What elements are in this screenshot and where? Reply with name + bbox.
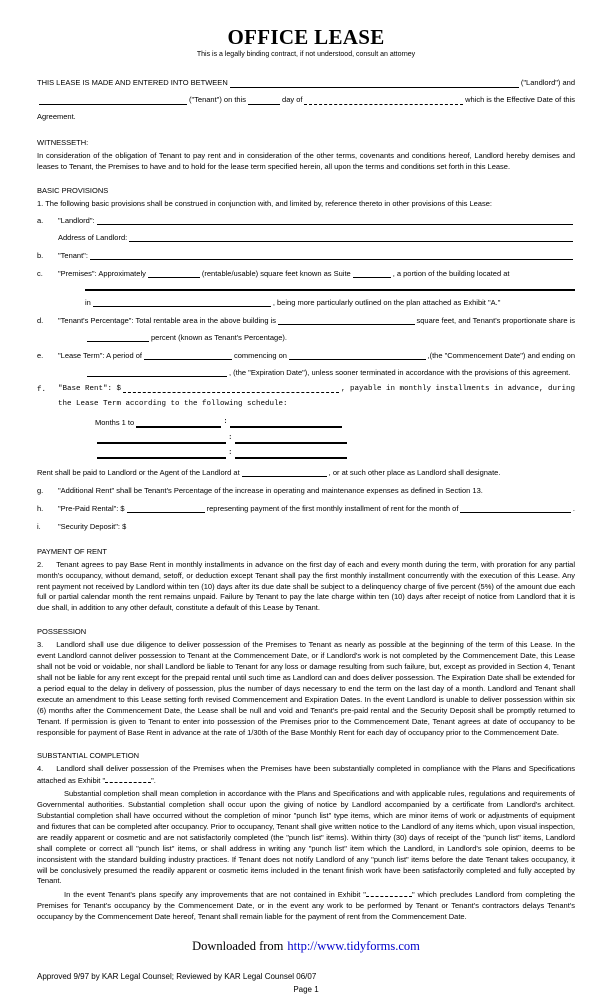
payment-of-rent-heading: PAYMENT OF RENT xyxy=(37,546,108,556)
period-blank xyxy=(144,359,232,360)
intro-line-3 xyxy=(37,108,575,125)
item-g-additional-rent xyxy=(37,483,575,498)
base-rent-label: "Base Rent": $ xyxy=(58,385,122,394)
page-number: Page 1 xyxy=(293,985,319,995)
building-address-blank-rule xyxy=(85,289,575,292)
landlord-blank xyxy=(97,224,573,225)
substantial-text: ". xyxy=(151,776,156,786)
tenant-tag-text: ("Tenant") on this xyxy=(189,95,247,104)
page-title: OFFICE LEASE xyxy=(227,25,385,49)
item-i-body xyxy=(58,519,575,534)
intro-paragraph xyxy=(37,74,575,125)
security-deposit-row xyxy=(58,519,575,534)
item-g-body xyxy=(58,483,575,498)
witnesseth-body: In consideration of the obligation of Tenant to pay rent and in consideration of the other terms, covenants and conditions hereof, Landlord hereby demises and leases to Tenant, the Premises to have and to hold for the lease term specified herein, all upon the terms and conditions set forth in this Lease. xyxy=(37,151,575,171)
intro-line-1 xyxy=(37,74,575,91)
substantial-completion-p2: Substantial completion shall mean completion in accordance with the Plans and Specifications and with applicable rules, regulations and requirements of Governmental authorities. Substantial completion shall occur upon the giving of notice by Landlord accompanied by a certificate from Landlord's architect. Substantial completion shall have occurred without the completion of minor "punch list" type items, which are minor items of work or adjustments of equipment and fixtures that can be completed after occupancy. Prior to occupancy, Tenant shall give written notice to the Landlord of any items which, upon visual inspection, are readily apparent or cosmetic and are not satisfactorily completed (the "punch list" items). Within thirty (30) days of receipt of the "punch list" items, Landlord shall complete or correct all "punch list" items, or shall address in writing any "punch list" item which the Landlord, in Landlord's sole opinion, deems to be inconsistent with the standard building industry practices. If Tenant does not notify Landlord of any "punch list" items before the date Tenant takes occupancy, it will be conclusively presumed the readily apparent or cosmetic items included in the tenant finish work have been satisfactorily completed and fully accepted by Tenant. xyxy=(37,789,575,886)
schedule-row-2 xyxy=(95,431,575,447)
prepaid-rental-text: . xyxy=(572,503,575,513)
page-subtitle: This is a legally binding contract, if not understood, consult an attorney xyxy=(196,51,416,58)
percentage-label: "Tenant's Percentage": Total rentable area in the above building is xyxy=(58,316,277,326)
possession-heading: POSSESSION xyxy=(37,627,87,637)
suite-number-blank xyxy=(353,277,391,278)
day-number-blank xyxy=(248,104,280,105)
basic-provisions-intro: 1. The following basic provisions shall be construed in conjunction with, and limited by, reference thereto in other provisions of this Lease: xyxy=(37,198,492,208)
witnesseth-heading: WITNESSETH: xyxy=(37,138,89,147)
item-letter: g. xyxy=(37,485,44,495)
lease-term-row xyxy=(58,348,575,363)
downloaded-from-text: Downloaded from xyxy=(192,939,284,954)
prepaid-amount-blank xyxy=(127,512,205,513)
substantial-completion-p3 xyxy=(37,889,575,923)
percentage-text: percent (known as Tenant's Percentage). xyxy=(151,333,287,343)
lease-term-text: ,(the "Commencement Date") and ending on xyxy=(427,351,575,361)
tenant-row xyxy=(58,248,575,263)
payment-place-blank xyxy=(242,476,327,477)
square-feet-blank xyxy=(148,277,200,278)
prepaid-month-blank xyxy=(460,512,571,513)
base-rent-row-2 xyxy=(58,398,575,411)
basic-provisions-heading: BASIC PROVISIONS xyxy=(37,185,109,195)
approval-note: Approved 9/97 by KAR Legal Counsel; Reviewed by KAR Legal Counsel 06/07 xyxy=(37,972,317,982)
item-letter: i. xyxy=(37,521,41,531)
base-rent-amount-blank xyxy=(123,392,339,393)
item-letter: e. xyxy=(37,351,44,361)
rent-note-text: Rent shall be paid to Landlord or the Agent of the Landlord at xyxy=(37,467,240,477)
premises-text: , a portion of the building located at xyxy=(392,268,510,278)
months-label: Months 1 to xyxy=(95,418,135,428)
schedule-colon: : xyxy=(223,418,228,427)
landlord-address-blank xyxy=(129,241,573,242)
schedule-rent-blank-1 xyxy=(230,426,342,428)
item-f-base-rent xyxy=(37,383,575,462)
payment-of-rent-text: Tenant agrees to pay Base Rent in monthly installments in advance on the first day of each and every month during the term, with proration for any partial month's occupancy, without demand, setoff, or deduction except Tenant shall pay the first monthly installment concurrently with the execution of this Lease. Any rent payment not received by Landlord within ten (10) days after its due date shall be subject to a delinquency charge of five percent (5%) of the amount due each full or partial calendar month the rent remains unpaid. Failure by Tenant to pay the late charge within ten (10) days after receipt of notice from Landlord that it is due shall, in addition to any other default, constitute a default of this Lease by Tenant. xyxy=(37,559,575,613)
possession-body xyxy=(37,640,575,738)
rent-payment-note xyxy=(37,465,575,480)
intro-line-2 xyxy=(37,91,575,108)
rent-note-text: , or at such other place as Landlord shall designate. xyxy=(328,467,501,477)
additional-rent-text: "Additional Rent" shall be Tenant's Percentage of the increase in operating and maintenance expenses as defined in Section 13. xyxy=(58,485,483,495)
tidyforms-link[interactable]: http://www.tidyforms.com xyxy=(287,939,420,954)
schedule-months-blank-1 xyxy=(136,426,221,428)
percentage-row-2 xyxy=(85,330,575,345)
item-letter: c. xyxy=(37,268,43,278)
section-number: 3. xyxy=(37,640,44,650)
item-d-body xyxy=(58,313,575,345)
rentable-area-blank xyxy=(278,324,415,325)
schedule-row-1 xyxy=(95,415,575,431)
basic-provisions-items xyxy=(37,213,575,534)
exhibit-blank-2 xyxy=(366,889,412,897)
premises-text: (rentable/usable) square feet known as Suite xyxy=(201,268,351,278)
agreement-text: Agreement. xyxy=(37,112,76,121)
schedule-months-blank-2 xyxy=(97,442,226,444)
substantial-text: " which precludes Landlord from completing the Premises for Tenant's occupancy by the Commencement Date, or in the event any work to be performed by Tenant or Tenant's contractors delays Tenant's occupancy by the Commencement Date hereof, Tenant shall remain liable for the payment of rent from the Commencement Date. xyxy=(37,890,575,922)
landlord-row xyxy=(58,213,575,228)
item-e-lease-term xyxy=(37,348,575,380)
prepaid-rental-text: representing payment of the first monthly installment of rent for the month of xyxy=(206,503,459,513)
section-number: 2. xyxy=(37,559,44,569)
item-d-tenants-percentage xyxy=(37,313,575,345)
item-a-body xyxy=(58,213,575,245)
premises-text: in xyxy=(85,298,91,308)
lease-term-text: commencing on xyxy=(234,351,287,361)
prepaid-rental-label: "Pre-Paid Rental": $ xyxy=(58,503,125,513)
commencement-date-blank xyxy=(289,359,426,360)
landlord-address-row xyxy=(58,230,575,245)
schedule-months-blank-3 xyxy=(97,457,226,459)
item-e-body xyxy=(58,348,575,380)
item-f-body xyxy=(58,383,575,462)
item-i-security-deposit xyxy=(37,519,575,534)
lease-term-row-2 xyxy=(85,365,575,380)
item-h-body xyxy=(58,501,575,516)
schedule-rent-blank-3 xyxy=(235,457,347,459)
premises-city-row xyxy=(85,295,575,310)
premises-row xyxy=(58,266,575,281)
item-h-prepaid-rental xyxy=(37,501,575,516)
item-letter: f. xyxy=(37,386,47,395)
item-a-landlord xyxy=(37,213,575,245)
base-rent-text: the Lease Term according to the following schedule: xyxy=(58,400,288,409)
base-rent-row xyxy=(58,383,575,396)
item-c-premises xyxy=(37,266,575,311)
substantial-completion-p1 xyxy=(37,764,575,787)
expiration-date-blank xyxy=(87,376,227,377)
city-blank xyxy=(93,306,271,307)
additional-rent-row xyxy=(58,483,575,498)
item-letter: b. xyxy=(37,250,44,260)
exhibit-blank xyxy=(105,775,151,783)
landlord-tag-text: ("Landlord") and xyxy=(520,78,575,87)
rent-schedule xyxy=(95,415,575,462)
day-of-text: day of xyxy=(282,95,303,104)
substantial-completion-heading: SUBSTANTIAL COMPLETION xyxy=(37,751,140,761)
prepaid-rental-row xyxy=(58,501,575,516)
item-b-body xyxy=(58,248,575,263)
item-letter: a. xyxy=(37,215,44,225)
item-letter: h. xyxy=(37,503,44,513)
lease-term-text: , (the "Expiration Date"), unless sooner terminated in accordance with the provisions of this agreement. xyxy=(229,368,571,378)
possession-text: Landlord shall use due diligence to deliver possession of the Premises to Tenant as nearly as possible at the beginning of the term of this Lease. In the event Landlord cannot deliver possession to Tenant at the Commencement Date, or if Landlord's work is not completed by the Commencement Date, this Lease shall not be void or voidable, nor shall Landlord be liable to Tenant for any loss or damage resulting from such failure, but, except as provided in Section 4, Tenant shall not be liable for any rent except for the prepaid rental until such time as Landlord can and does deliver possession. The Expiration Date shall be extended for a period equal to the delay in delivery of possession, plus the number of days necessary to end the term on the last day of a month. Landlord and Tenant shall execute an amendment to this Lease setting forth revised Commencement and Expiration Dates. In the event Landlord is unable to deliver possession within six (6) months after the Commencement Date, the Lease shall be null and void and Tenant's pre-paid rental and the Security Deposit shall be promptly returned to Tenant. If permission is given to Tenant to enter into possession of the Premises prior to the Commencement Date, Tenant agrees at date of occupancy to be responsible for payment of Base Rent in advance at the rate of 1/30th of the Base Monthly Rent for each day of occupancy prior to the Commencement Date. xyxy=(37,640,575,737)
tenant-blank xyxy=(90,259,573,260)
schedule-row-3 xyxy=(95,446,575,462)
schedule-colon: : xyxy=(228,449,233,458)
landlord-label: "Landlord": xyxy=(58,215,95,225)
lease-term-label: "Lease Term": A period of xyxy=(58,351,142,361)
tenant-label: "Tenant": xyxy=(58,250,88,260)
effective-date-text: which is the Effective Date of this xyxy=(465,95,575,104)
landlord-address-label: Address of Landlord: xyxy=(58,232,128,242)
premises-label: "Premises": Approximately xyxy=(58,268,146,278)
percentage-text: square feet, and Tenant's proportionate share is xyxy=(416,316,575,326)
payment-of-rent-body xyxy=(37,560,575,615)
item-b-tenant xyxy=(37,248,575,263)
substantial-text: In the event Tenant's plans specify any improvements that are not contained in Exhibit " xyxy=(64,890,366,900)
base-rent-text: , payable in monthly installments in advance, during xyxy=(340,385,575,394)
substantial-text: Landlord shall deliver possession of the Premises when the Premises have been substantially completed in compliance with the Plans and Specifications attached as Exhibit " xyxy=(37,764,575,786)
schedule-rent-blank-2 xyxy=(235,442,347,444)
month-year-blank xyxy=(304,104,463,105)
premises-text: , being more particularly outlined on the plan attached as Exhibit "A." xyxy=(272,298,501,308)
percent-blank xyxy=(87,341,149,342)
item-letter: d. xyxy=(37,316,44,326)
percentage-row xyxy=(58,313,575,328)
downloaded-from-line xyxy=(37,939,575,954)
security-deposit-label: "Security Deposit": $ xyxy=(58,521,127,531)
tenant-name-blank xyxy=(39,104,187,105)
schedule-colon: : xyxy=(228,433,233,442)
section-number: 4. xyxy=(37,764,44,774)
item-c-body xyxy=(58,266,575,311)
landlord-name-blank xyxy=(230,87,519,88)
intro-text: THIS LEASE IS MADE AND ENTERED INTO BETWEEN xyxy=(37,78,228,87)
